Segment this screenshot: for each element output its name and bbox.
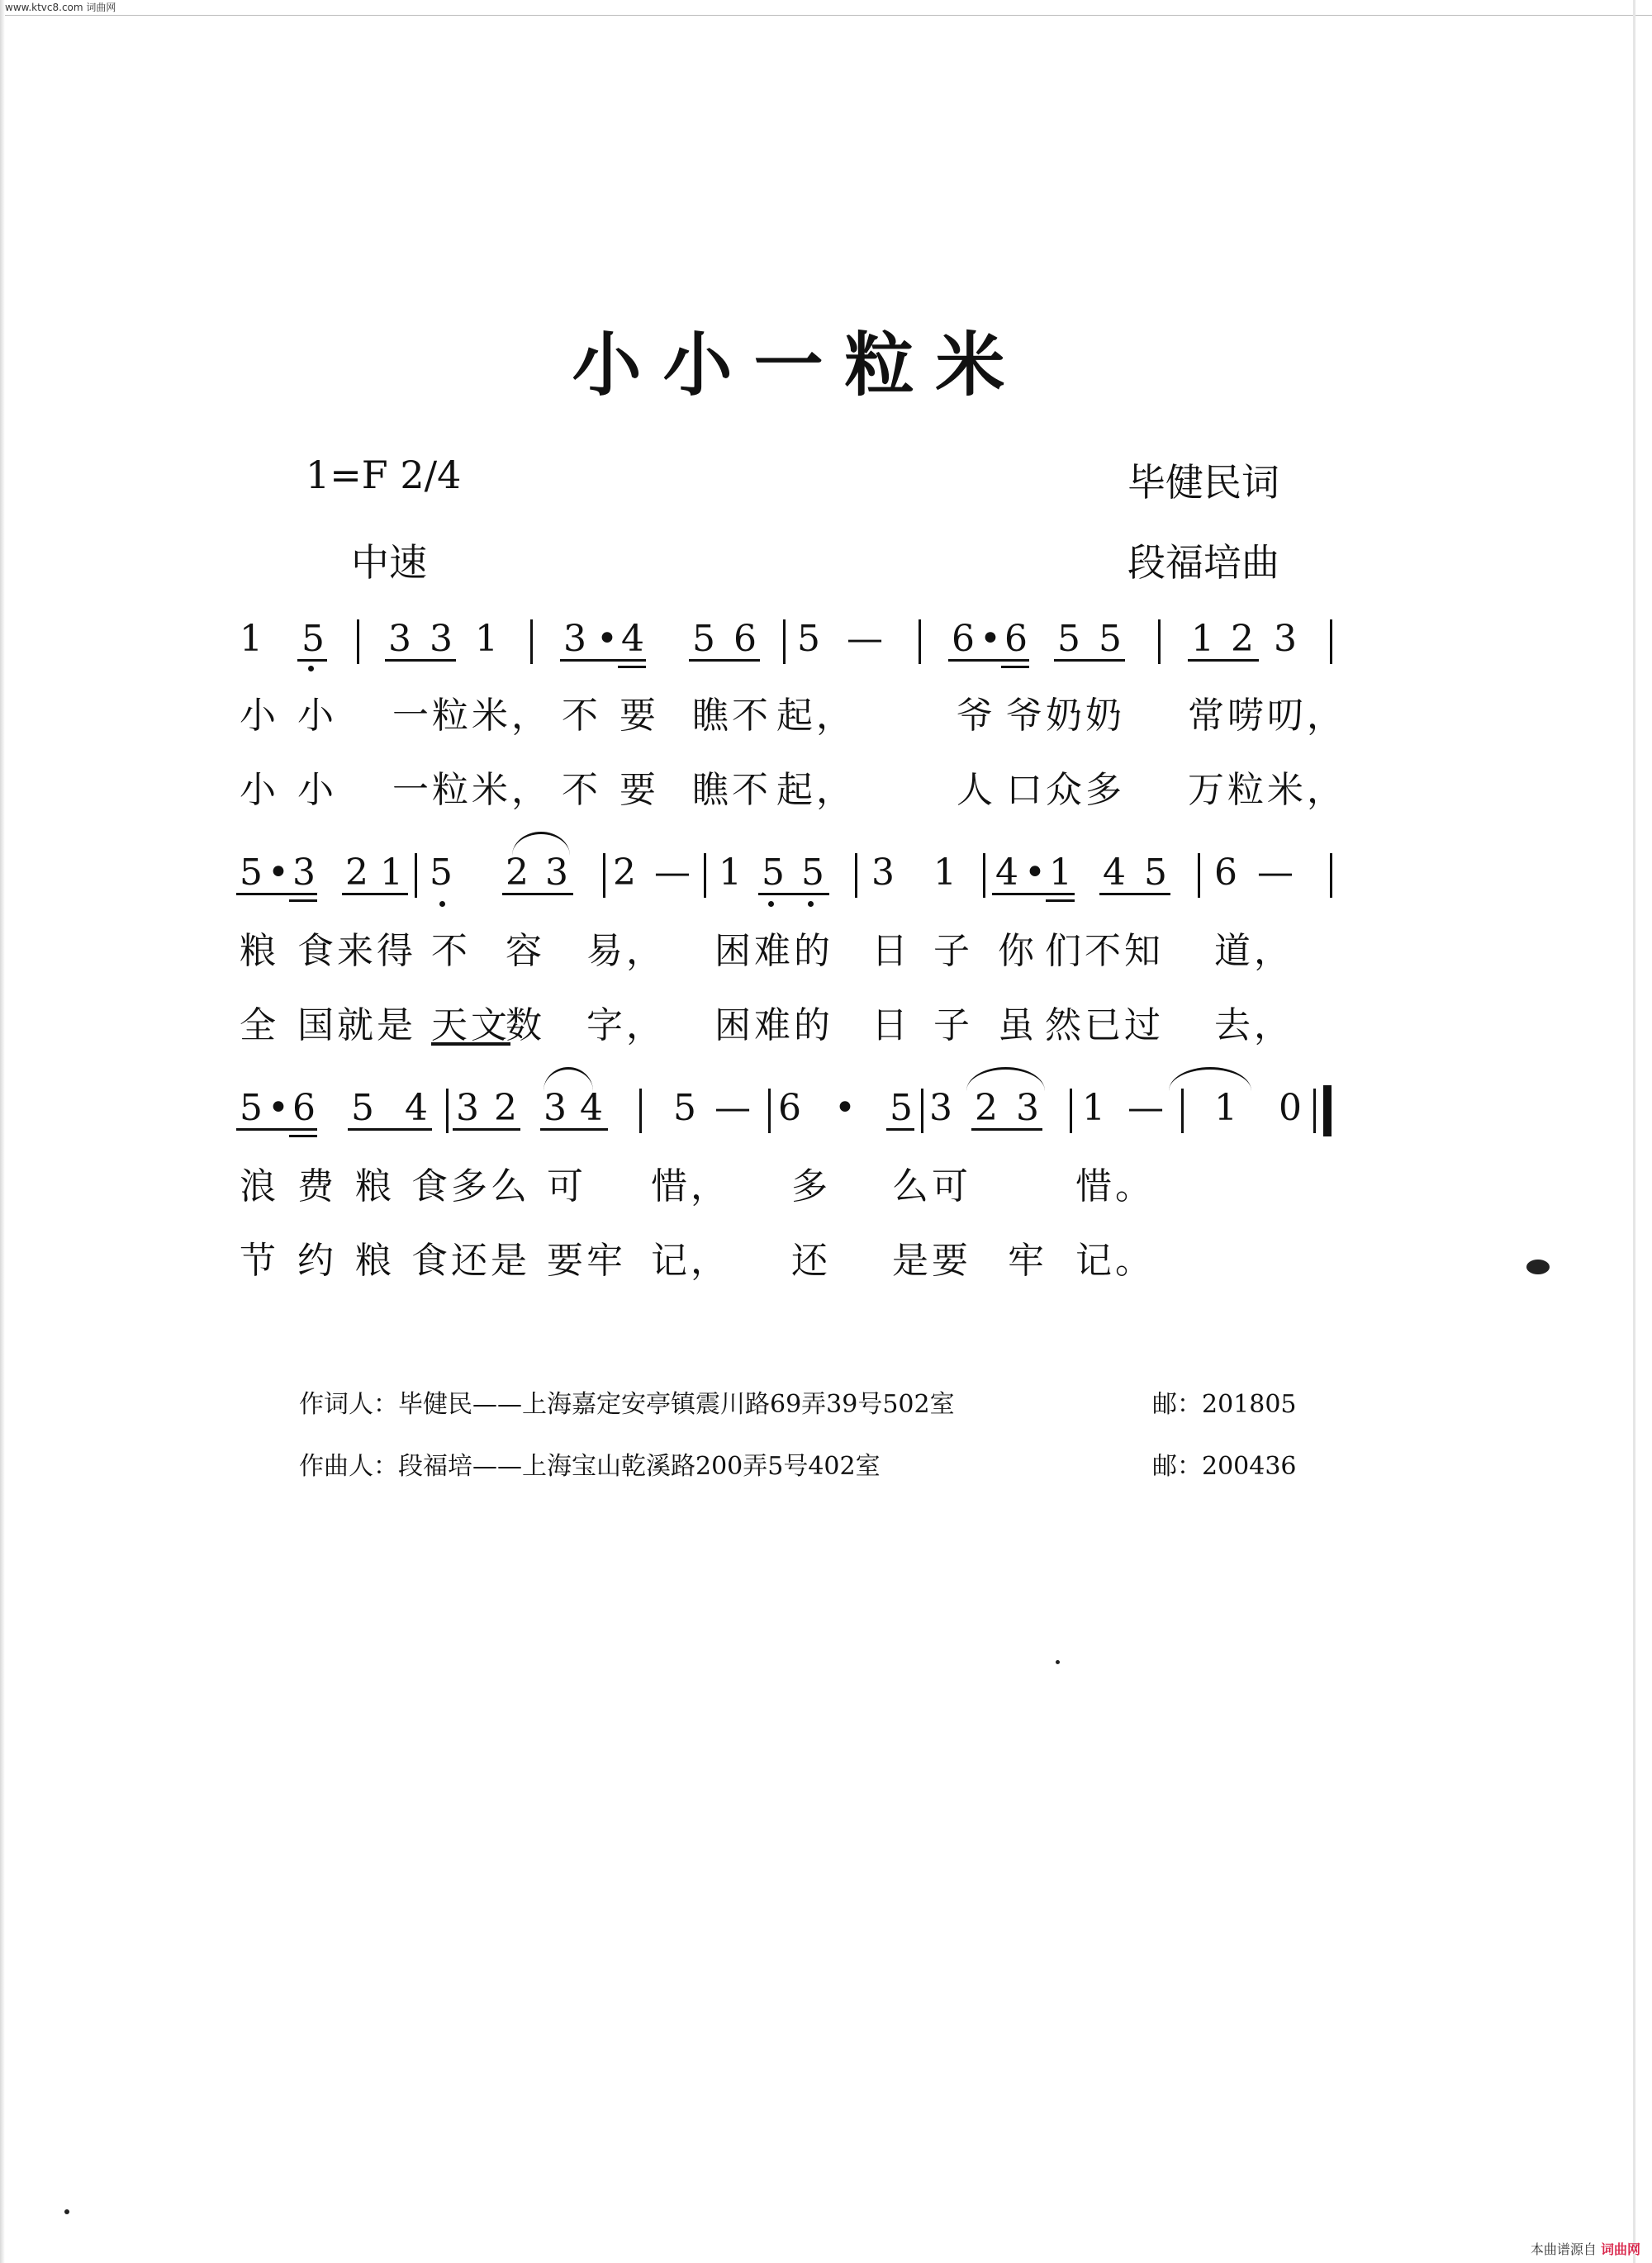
lyric-word: 国就是 [297,1004,416,1046]
note: 2 [975,1087,998,1129]
note: 1 [1049,852,1072,894]
lyric-word: 子 [933,1004,973,1046]
barline [1198,853,1200,898]
note: 5 [692,618,715,660]
beam-underline [886,1128,914,1131]
lyric-word: 一粒米， [392,769,551,811]
note: 6 [1214,852,1237,894]
watermark-brand: 词曲网 [1600,2242,1640,2257]
lyric-word-underlined: 天文 [431,1004,510,1046]
beam-underline [540,1128,608,1131]
octave-dot-low [808,901,814,907]
beam-underline [342,893,408,895]
dash: — [714,1087,751,1129]
lyric-word: 食多么 [411,1165,530,1207]
barline [983,853,985,898]
rest: 0 [1279,1087,1302,1129]
lyric-word: 食来得 [297,930,416,972]
lyric-word: 是要 [892,1240,971,1282]
barline [603,853,605,898]
source-watermark [1531,2239,1640,2258]
lyric-word: 浪 [240,1165,279,1207]
lyrics-line-1-verse-1 [240,695,1379,747]
barline [783,619,786,664]
lyric-word: 要 [620,769,659,811]
note: 4 [995,852,1018,894]
lyric-word: 起， [776,769,856,811]
beam-underline [560,659,646,662]
lyrics-line-3-verse-2 [240,1240,1379,1293]
lyric-word: 食还是 [411,1240,530,1282]
dash: — [654,852,691,894]
lyric-word: 么可 [892,1165,971,1207]
barline [1070,1089,1072,1133]
barline [357,619,359,664]
lyric-word: 要 [620,695,659,737]
lyric-word: 去， [1214,1004,1294,1046]
beam-underline [971,1128,1042,1131]
note: 3 [388,618,411,660]
ink-blot [1526,1260,1550,1274]
beam-underline [297,659,327,662]
lyric-word: 粮 [355,1240,395,1282]
scan-speck [64,2209,69,2214]
beam-underline-double [289,899,317,902]
note: 1 [475,618,498,660]
scan-edge-right [1633,0,1635,2263]
key-time-signature: 1=F 2/4 [306,453,462,497]
note: 1 [380,852,403,894]
beam-underline [992,893,1075,895]
barline [415,853,417,898]
note: 3 [292,852,316,894]
note: 3 [456,1087,479,1129]
lyric-word: 易， [586,930,666,972]
lyric-word: 小 [297,695,337,737]
lyric-word: 小 [240,769,279,811]
lyric-word: 你 [998,930,1037,972]
note: 5 [1144,852,1167,894]
composer-address: 作曲人：段福培——上海宝山乾溪路200弄5号402室 [299,1452,881,1481]
note: 2 [1231,618,1254,660]
note-dot: • [596,618,618,660]
lyrics-line-3-verse-1 [240,1165,1379,1218]
note: 4 [580,1087,603,1129]
octave-dot-low [768,901,774,907]
lyric-word: 爷奶奶 [1006,695,1125,737]
beam-underline-double [1001,666,1029,668]
barline [446,1089,449,1133]
lyric-word: 子 [933,930,973,972]
lyric-word: 不 [562,695,601,737]
beam-underline [502,893,573,895]
lyric-word: 虽 [998,1004,1037,1046]
dash: — [847,618,883,660]
note: 5 [1099,618,1122,660]
lyric-word: 粮 [240,930,279,972]
dash: — [1257,852,1294,894]
note-dot: • [980,618,1001,660]
lyrics-line-2-verse-1 [240,930,1379,983]
note: 5 [673,1087,696,1129]
note: 3 [871,852,895,894]
note: 2 [613,852,636,894]
composer-credit: 段福培曲 [1127,540,1279,585]
note: 5 [430,852,453,894]
lyric-word: 要牢 [547,1240,626,1282]
beam-underline [236,1128,317,1131]
octave-dot-low [308,666,314,671]
lyric-word: 瞧不 [692,769,771,811]
lyric-word: 人 [957,769,996,811]
song-title: 小小一粒米 [572,324,1027,406]
barline [919,619,921,664]
lyric-word: 小 [297,769,337,811]
note: 2 [494,1087,517,1129]
note: 1 [240,618,263,660]
lyric-word: 困难的 [714,1004,833,1046]
lyric-word: 日 [871,1004,911,1046]
note: 5 [240,1087,263,1129]
barline [1330,853,1332,898]
barline [855,853,857,898]
beam-underline [948,659,1029,662]
beam-underline [385,659,456,662]
note: 5 [301,618,325,660]
barline [1158,619,1161,664]
lyricist-address: 作词人：毕健民——上海嘉定安亭镇震川路69弄39号502室 [299,1390,955,1419]
note: 2 [345,852,368,894]
lyric-word: 困难的 [714,930,833,972]
note: 1 [933,852,957,894]
lyric-word: 爷 [957,695,996,737]
note: 3 [563,618,586,660]
note: 4 [621,618,644,660]
lyric-word: 字， [586,1004,666,1046]
tie [1169,1067,1251,1091]
note: 3 [545,852,568,894]
lyric-word: 不 [562,769,601,811]
barline [921,1089,923,1133]
lyric-word: 瞧不 [692,695,771,737]
lyricist-credit: 毕健民词 [1127,460,1279,505]
beam-underline-double [1046,899,1075,902]
watermark-text: 本曲谱源自 [1530,2242,1597,2257]
note: 6 [733,618,757,660]
lyric-word: 记。 [1075,1240,1155,1282]
lyric-word: 全 [240,1004,279,1046]
site-header: www.ktvc8.com 词曲网 [5,2,116,13]
beam-underline-double [618,666,646,668]
beam-underline [1188,659,1259,662]
lyric-word: 惜， [651,1165,730,1207]
note: 3 [1274,618,1297,660]
barline [768,1089,771,1133]
barline [1330,619,1332,664]
lyrics-line-2-verse-2 [240,1004,1379,1057]
lyric-word: 粮 [355,1165,395,1207]
octave-dot-low [439,901,445,907]
note: 3 [430,618,453,660]
note-dot: • [834,1087,856,1129]
note: 1 [1214,1087,1237,1129]
note: 1 [1082,1087,1105,1129]
beam-underline [758,893,829,895]
lyricist-postcode: 邮：201805 [1152,1390,1297,1419]
lyric-word: 道， [1214,930,1294,972]
note: 3 [544,1087,567,1129]
beam-underline-double [289,1135,317,1137]
final-barline [1323,1085,1332,1136]
lyric-word: 费 [297,1165,337,1207]
note: 2 [506,852,529,894]
note: 5 [1057,618,1080,660]
note-dot: • [268,1087,289,1129]
lyric-word: 然已过 [1045,1004,1164,1046]
note: 1 [719,852,742,894]
lyric-word: 们不知 [1045,930,1164,972]
beam-underline [348,1128,432,1131]
barline [639,1089,642,1133]
lyric-word: 约 [297,1240,337,1282]
barline [704,853,706,898]
lyric-word: 小 [240,695,279,737]
dash: — [1127,1087,1164,1129]
lyric-word: 还 [791,1240,831,1282]
beam-underline [689,659,760,662]
note: 3 [929,1087,952,1129]
lyric-word: 日 [871,930,911,972]
note: 4 [1103,852,1126,894]
top-divider [0,15,1652,16]
note: 5 [890,1087,913,1129]
note: 5 [762,852,785,894]
lyric-word: 可 [547,1165,586,1207]
lyric-word: 常唠叨， [1188,695,1346,737]
composer-postcode: 邮：200436 [1152,1452,1297,1481]
lyric-word: 牢 [1008,1240,1047,1282]
tempo-marking: 中速 [351,540,427,585]
lyric-word: 记， [651,1240,730,1282]
lyric-word: 节 [240,1240,279,1282]
note: 6 [292,1087,316,1129]
scan-speck [1056,1660,1060,1664]
note: 4 [405,1087,428,1129]
lyric-word: 容 [506,930,545,972]
beam-underline [453,1128,520,1131]
lyric-word: 不 [431,930,471,972]
lyric-word: 万粒米， [1188,769,1346,811]
note: 1 [1191,618,1214,660]
barline [1181,1089,1184,1133]
note: 3 [1016,1087,1039,1129]
barline [530,619,533,664]
lyrics-line-1-verse-2 [240,769,1379,822]
note: 6 [1004,618,1028,660]
lyric-word: 一粒米， [392,695,551,737]
note: 5 [797,618,820,660]
note: 6 [778,1087,801,1129]
beam-underline [1054,659,1125,662]
beam-underline [236,893,317,895]
lyric-word: 起， [776,695,856,737]
note: 5 [351,1087,374,1129]
note-dot: • [1024,852,1046,894]
lyric-word: 口众多 [1006,769,1125,811]
note: 5 [801,852,824,894]
lyric-word: 数 [506,1004,545,1046]
note-dot: • [268,852,289,894]
note: 5 [240,852,263,894]
lyric-word: 多 [791,1165,831,1207]
beam-underline [1099,893,1170,895]
note: 6 [952,618,975,660]
lyric-word: 惜。 [1075,1165,1155,1207]
barline [1313,1089,1316,1133]
